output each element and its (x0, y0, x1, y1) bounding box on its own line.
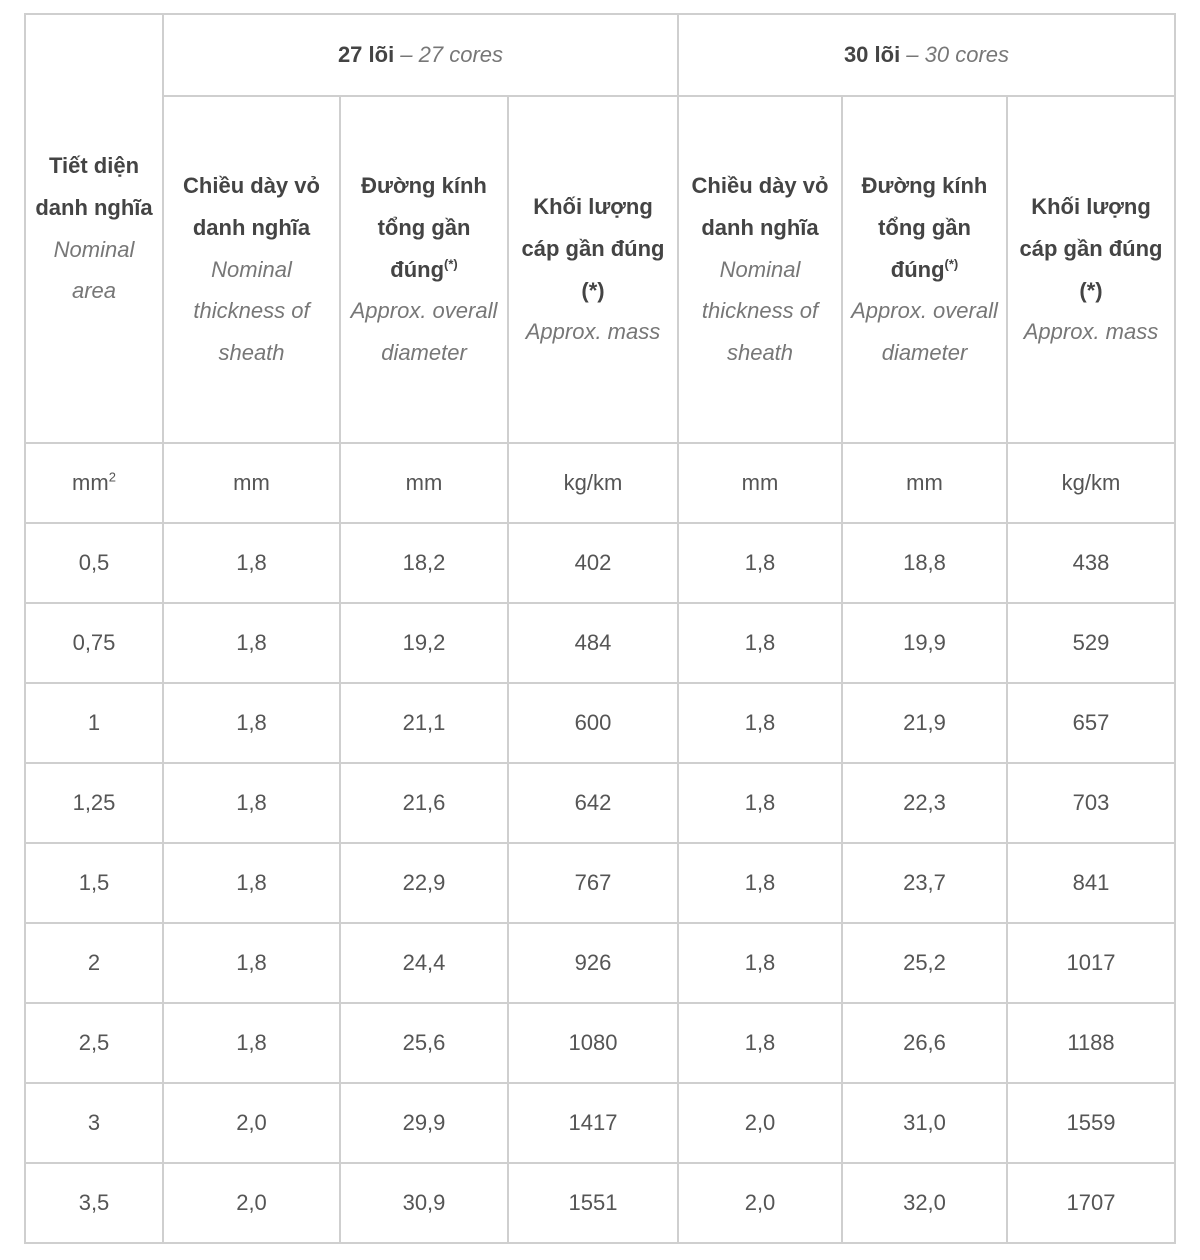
col-diameter-en: Approx. overall diameter (851, 298, 998, 366)
cell-diameter-27: 30,9 (340, 1163, 508, 1243)
col-mass-vn: Khối lượng cáp gần đúng (*) (521, 193, 665, 303)
cell-mass-30: 1017 (1007, 923, 1175, 1003)
table-row (25, 683, 1175, 763)
cell-area: 1 (25, 683, 163, 763)
cell-thickness-30: 1,8 (678, 843, 842, 923)
table-container (24, 13, 1176, 1244)
cell-mass-30: 529 (1007, 603, 1175, 683)
cell-mass-27: 1551 (508, 1163, 678, 1243)
group-header-row (25, 14, 1175, 96)
table-row (25, 1163, 1175, 1243)
cell-thickness-27: 1,8 (163, 683, 340, 763)
cell-thickness-30: 1,8 (678, 1003, 842, 1083)
cell-diameter-27: 21,6 (340, 763, 508, 843)
unit-diameter-30: mm (842, 443, 1007, 523)
cell-thickness-30: 1,8 (678, 923, 842, 1003)
area-header-en: Nominal area (53, 236, 135, 304)
cell-mass-30: 841 (1007, 843, 1175, 923)
col-diameter-en: Approx. overall diameter (350, 298, 498, 366)
cell-diameter-27: 25,6 (340, 1003, 508, 1083)
col-thickness-vn: Chiều dày vỏ danh nghĩa (183, 173, 320, 240)
cell-area: 3,5 (25, 1163, 163, 1243)
cell-diameter-30: 18,8 (842, 523, 1007, 603)
table-row (25, 1003, 1175, 1083)
cell-diameter-30: 31,0 (842, 1083, 1007, 1163)
cell-diameter-30: 19,9 (842, 603, 1007, 683)
col-header-mass-30 (1007, 96, 1175, 443)
table-row (25, 603, 1175, 683)
cell-mass-27: 642 (508, 763, 678, 843)
table-row (25, 523, 1175, 603)
cell-area: 1,5 (25, 843, 163, 923)
cell-thickness-27: 1,8 (163, 523, 340, 603)
cell-diameter-30: 25,2 (842, 923, 1007, 1003)
col-mass-en: Approx. mass (525, 319, 661, 345)
cell-thickness-30: 1,8 (678, 603, 842, 683)
cell-mass-30: 438 (1007, 523, 1175, 603)
col-diameter-vn (347, 165, 501, 290)
col-thickness-en: Nominal thickness of sheath (701, 256, 819, 366)
table-row (25, 843, 1175, 923)
cell-diameter-27: 24,4 (340, 923, 508, 1003)
cell-diameter-30: 26,6 (842, 1003, 1007, 1083)
area-header-vn: Tiết diện danh nghĩa (35, 152, 153, 220)
cell-area: 0,5 (25, 523, 163, 603)
group-27-sep: – (394, 42, 419, 67)
group-30-sep: – (900, 42, 925, 67)
group-header-27 (163, 14, 678, 96)
cell-mass-27: 767 (508, 843, 678, 923)
cell-mass-30: 1559 (1007, 1083, 1175, 1163)
cell-diameter-30: 21,9 (842, 683, 1007, 763)
col-diameter-vn-sup: (*) (444, 256, 458, 272)
cable-spec-table (24, 13, 1176, 1244)
cell-mass-27: 926 (508, 923, 678, 1003)
cell-mass-27: 402 (508, 523, 678, 603)
cell-mass-30: 1707 (1007, 1163, 1175, 1243)
group-27-en: 27 cores (418, 42, 504, 67)
unit-row (25, 443, 1175, 523)
cell-thickness-27: 1,8 (163, 1003, 340, 1083)
cell-mass-30: 703 (1007, 763, 1175, 843)
col-header-diameter-27 (340, 96, 508, 443)
table-row (25, 923, 1175, 1003)
cell-area: 3 (25, 1083, 163, 1163)
unit-diameter-27: mm (340, 443, 508, 523)
cell-diameter-27: 29,9 (340, 1083, 508, 1163)
cell-diameter-30: 22,3 (842, 763, 1007, 843)
cell-thickness-27: 2,0 (163, 1083, 340, 1163)
unit-mass-27: kg/km (508, 443, 678, 523)
cell-diameter-27: 21,1 (340, 683, 508, 763)
cell-thickness-30: 2,0 (678, 1083, 842, 1163)
group-30-en: 30 cores (924, 42, 1010, 67)
cell-mass-30: 657 (1007, 683, 1175, 763)
unit-thickness-27: mm (163, 443, 340, 523)
table-row (25, 1083, 1175, 1163)
cell-thickness-30: 1,8 (678, 523, 842, 603)
col-thickness-en: Nominal thickness of sheath (193, 256, 310, 366)
col-diameter-vn-text: Đường kính tổng gần đúng (861, 173, 988, 282)
cell-diameter-27: 18,2 (340, 523, 508, 603)
cell-mass-27: 1080 (508, 1003, 678, 1083)
cell-mass-27: 600 (508, 683, 678, 763)
cell-diameter-27: 19,2 (340, 603, 508, 683)
cell-diameter-27: 22,9 (340, 843, 508, 923)
cell-area: 1,25 (25, 763, 163, 843)
cell-area: 2 (25, 923, 163, 1003)
col-diameter-vn-text: Đường kính tổng gần đúng (361, 173, 487, 282)
group-header-30 (678, 14, 1175, 96)
cell-thickness-30: 1,8 (678, 683, 842, 763)
col-thickness-vn: Chiều dày vỏ danh nghĩa (691, 173, 829, 240)
cell-mass-27: 1417 (508, 1083, 678, 1163)
col-header-mass-27 (508, 96, 678, 443)
cell-thickness-30: 1,8 (678, 763, 842, 843)
cell-area: 2,5 (25, 1003, 163, 1083)
col-diameter-vn (849, 165, 1000, 290)
cell-thickness-27: 2,0 (163, 1163, 340, 1243)
unit-area-base: mm (72, 470, 109, 495)
area-header (25, 14, 163, 443)
cell-diameter-30: 32,0 (842, 1163, 1007, 1243)
cell-mass-27: 484 (508, 603, 678, 683)
cell-area: 0,75 (25, 603, 163, 683)
cell-thickness-27: 1,8 (163, 843, 340, 923)
col-mass-en: Approx. mass (1023, 319, 1159, 345)
col-diameter-vn-sup: (*) (944, 256, 959, 272)
group-27-vn: 27 lõi (337, 42, 395, 67)
cell-thickness-30: 2,0 (678, 1163, 842, 1243)
cell-mass-30: 1188 (1007, 1003, 1175, 1083)
cell-thickness-27: 1,8 (163, 603, 340, 683)
unit-area (25, 443, 163, 523)
cell-thickness-27: 1,8 (163, 763, 340, 843)
unit-thickness-30: mm (678, 443, 842, 523)
col-header-thickness-30 (678, 96, 842, 443)
unit-mass-30: kg/km (1007, 443, 1175, 523)
col-mass-vn: Khối lượng cáp gần đúng (*) (1019, 193, 1163, 303)
col-header-diameter-30 (842, 96, 1007, 443)
unit-area-sup: 2 (108, 469, 116, 485)
cell-diameter-30: 23,7 (842, 843, 1007, 923)
col-header-thickness-27 (163, 96, 340, 443)
cell-thickness-27: 1,8 (163, 923, 340, 1003)
group-30-vn: 30 lõi (843, 42, 901, 67)
table-row (25, 763, 1175, 843)
column-header-row (25, 96, 1175, 443)
